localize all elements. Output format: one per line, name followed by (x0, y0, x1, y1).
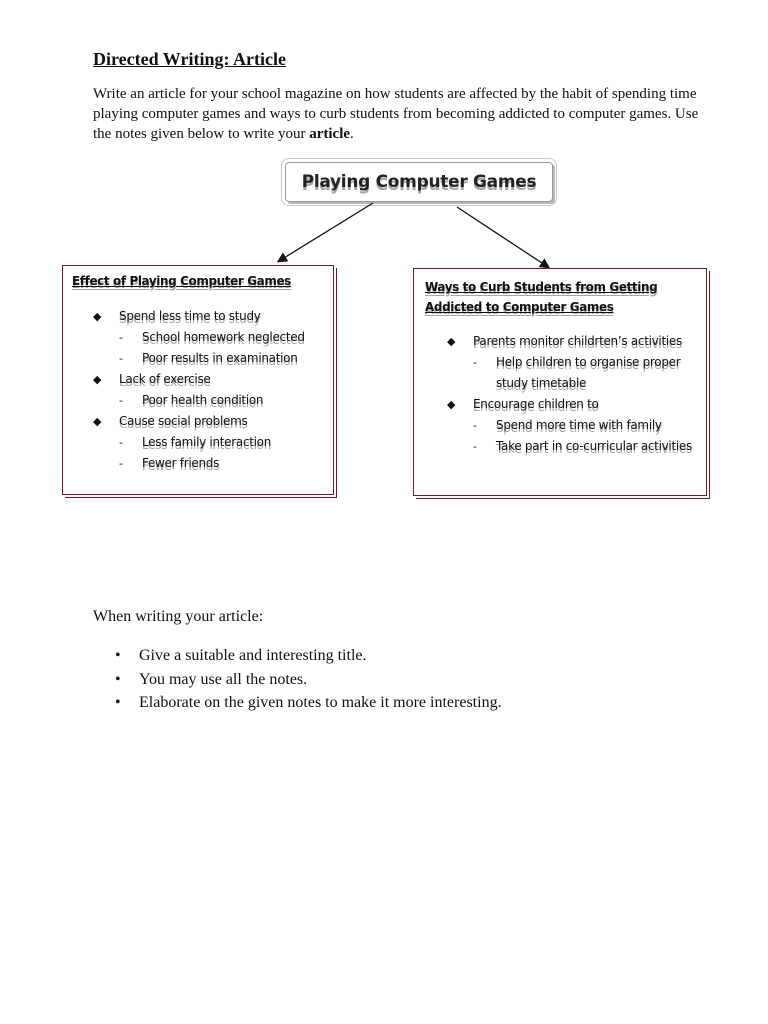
dash-bullet-icon: - (119, 331, 123, 344)
bullet-icon: • (115, 694, 121, 711)
dash-bullet-icon: - (119, 394, 123, 407)
closing-point (115, 668, 502, 692)
effects-subitem-label: Fewer friends (142, 456, 220, 470)
diamond-bullet-icon: ◆ (93, 415, 102, 428)
effects-box (62, 265, 334, 495)
effects-subitem-label: Less family interaction (142, 435, 272, 449)
ways-sublist (473, 352, 697, 394)
ways-item-label: Encourage children to (473, 397, 599, 411)
effects-subitem (119, 348, 328, 369)
dash-bullet-icon: - (473, 440, 477, 453)
effects-subitem-label: School homework neglected (142, 330, 305, 344)
instructions-bold-word: article (309, 126, 351, 142)
arrow-right (457, 207, 548, 267)
effects-subitem-label: Poor results in examination (142, 351, 298, 365)
central-title-box (285, 162, 553, 202)
ways-item (447, 394, 697, 457)
diamond-bullet-icon: ◆ (93, 310, 102, 323)
dash-bullet-icon: - (473, 419, 477, 432)
arrow-left (279, 203, 373, 261)
effects-item (93, 411, 328, 474)
effects-item (93, 306, 328, 369)
instructions-text: Write an article for your school magazine on how students are affected by the habit of spending time playing computer games and ways to curb students from becoming addicted to computer games. Use the notes given below to write your (93, 86, 699, 142)
effects-subitem (119, 453, 328, 474)
closing-point-text: You may use all the notes. (139, 670, 308, 688)
bullet-icon: • (115, 647, 121, 664)
ways-subitem (473, 415, 697, 436)
effects-item-label: Lack of exercise (119, 372, 211, 386)
dash-bullet-icon: - (119, 457, 123, 470)
ways-subitem-label: Help children to organise proper study timetable (496, 355, 681, 390)
ways-item (447, 331, 697, 394)
effects-list (93, 306, 328, 474)
ways-box (413, 268, 707, 496)
ways-subitem-label: Spend more time with family (496, 418, 662, 432)
ways-list (447, 331, 697, 457)
dash-bullet-icon: - (473, 356, 477, 369)
diamond-bullet-icon: ◆ (93, 373, 102, 386)
closing-point (115, 644, 502, 668)
ways-sublist (473, 415, 697, 457)
effects-sublist (119, 432, 328, 474)
effects-item-label: Cause social problems (119, 414, 248, 428)
bullet-icon: • (115, 670, 121, 688)
page-title: Directed Writing: Article (93, 49, 286, 69)
effects-subitem (119, 390, 328, 411)
closing-point-text: Give a suitable and interesting title. (139, 647, 367, 664)
dash-bullet-icon: - (119, 352, 123, 365)
diagram-arrows (0, 0, 768, 300)
effects-item-label: Spend less time to study (119, 309, 261, 323)
instructions-end: . (350, 126, 354, 142)
central-title: Playing Computer Games (301, 172, 537, 192)
effects-subitem (119, 327, 328, 348)
ways-subitem (473, 436, 697, 457)
closing-point (115, 691, 502, 715)
effects-item (93, 369, 328, 411)
closing-point-text: Elaborate on the given notes to make it more interesting. (139, 694, 502, 711)
dash-bullet-icon: - (119, 436, 123, 449)
diamond-bullet-icon: ◆ (447, 335, 456, 348)
diamond-bullet-icon: ◆ (447, 398, 456, 411)
effects-sublist (119, 327, 328, 369)
closing-intro: When writing your article: (93, 608, 264, 625)
ways-heading: Ways to Curb Students from Getting Addicted to Computer Games (425, 280, 658, 314)
effects-subitem (119, 432, 328, 453)
effects-sublist (119, 390, 328, 411)
instructions-paragraph (93, 84, 703, 144)
closing-points-list (115, 644, 502, 715)
effects-subitem-label: Poor health condition (142, 393, 264, 407)
effects-heading: Effect of Playing Computer Games (72, 274, 291, 288)
ways-subitem (473, 352, 697, 394)
ways-item-label: Parents monitor childrten’s activities (473, 334, 682, 348)
ways-subitem-label: Take part in co-curricular activities (496, 439, 692, 453)
